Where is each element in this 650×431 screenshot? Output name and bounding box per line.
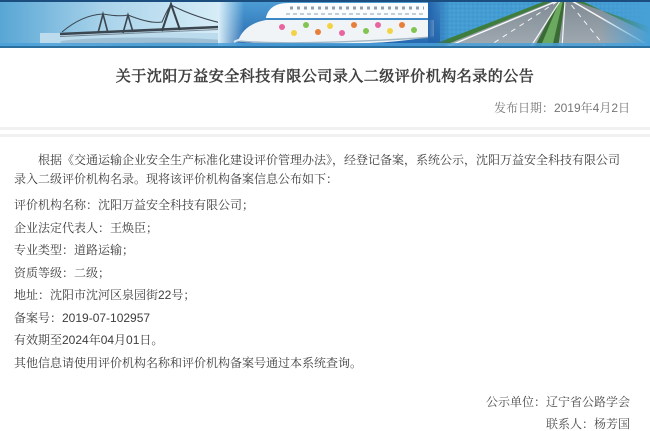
divider-line-bottom <box>0 134 650 137</box>
detail-legal-rep: 企业法定代表人：王焕臣； <box>14 220 159 235</box>
detail-query-note: 其他信息请使用评价机构名称和评价机构备案号通过本系统查询。 <box>14 355 363 370</box>
publisher-line: 公示单位：辽宁省公路学会 <box>485 395 630 409</box>
detail-record-number: 备案号：2019-07-102957 <box>14 310 151 325</box>
cruise-ship-photo <box>218 0 440 48</box>
detail-agency-name: 评价机构名称：沈阳万益安全科技有限公司； <box>14 198 255 212</box>
bridge-photo <box>0 0 232 48</box>
contact-line: 联系人：杨芳国 <box>545 416 630 431</box>
announcement-body <box>0 151 650 369</box>
detail-valid-until: 有效期至2024年04月01日。 <box>14 333 164 347</box>
detail-profession-type: 专业类型：道路运输； <box>14 243 135 257</box>
divider <box>0 127 650 137</box>
page-title: 关于沈阳万益安全科技有限公司录入二级评价机构名录的公告 <box>115 68 535 85</box>
intro-paragraph: 根据《交通运输企业安全生产标准化建设评价管理办法》，经登记备案，系统公示，沈阳万益安全科技有限公司录入二级评价机构名录。现将该评价机构备案信息公布如下： <box>14 153 621 186</box>
banner-image <box>0 0 650 48</box>
detail-address: 地址：沈阳市沈河区泉园街22号； <box>14 288 196 302</box>
publish-date: 发布日期：2019年4月2日 <box>493 101 630 115</box>
record-details <box>14 199 630 369</box>
signature-block <box>0 396 650 430</box>
detail-qualification: 资质等级：二级； <box>14 265 111 280</box>
